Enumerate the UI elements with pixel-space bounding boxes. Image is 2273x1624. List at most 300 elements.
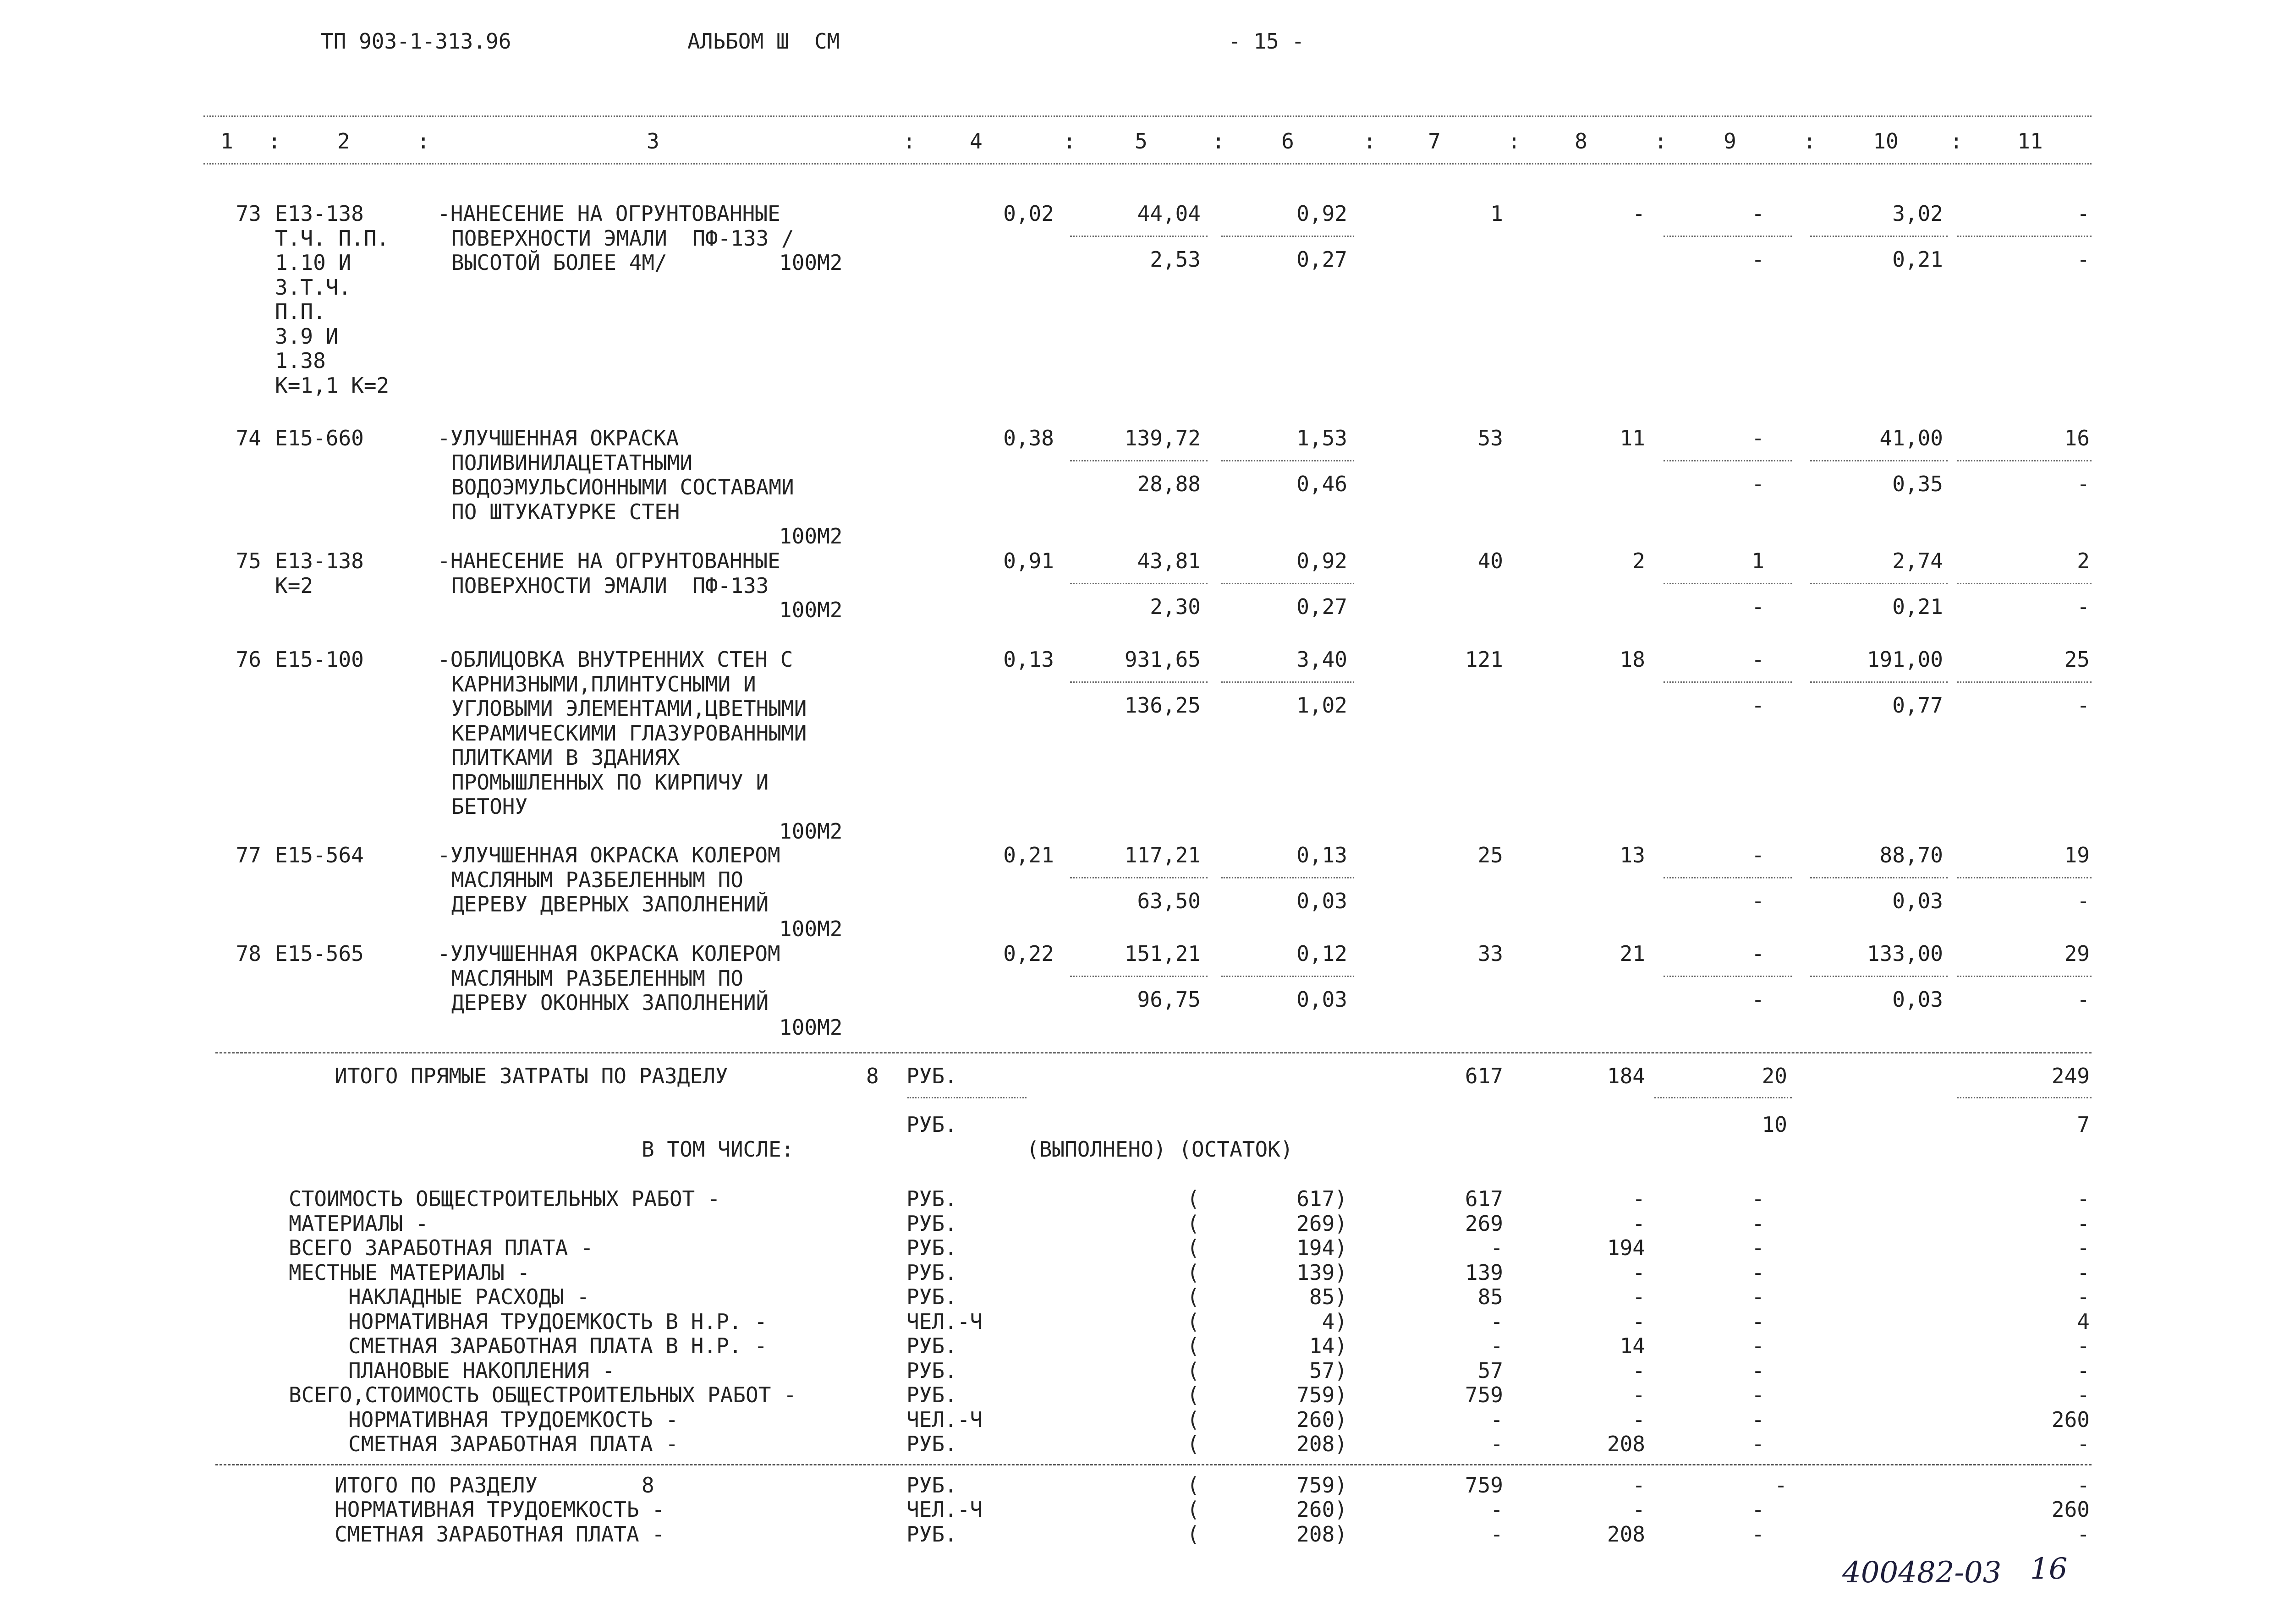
column-header-3: 3 [647,129,659,154]
row-c5-rule [1070,877,1208,878]
column-separator: : [1803,129,1816,154]
row-c11: 25 [2064,647,2090,672]
row-code-line: 1.10 И [275,250,351,275]
breakdown-c7: - [1490,1407,1503,1432]
column-header-2: 2 [337,129,350,154]
row-c10: 88,70 [1879,843,1943,867]
breakdown-c11: - [2077,1333,2090,1358]
handwritten-sheet: 16 [2030,1552,2068,1586]
breakdown-c7: - [1490,1432,1503,1456]
breakdown-c7: 139 [1465,1260,1503,1285]
row-c8: 21 [1620,941,1645,966]
row-c11-rule [1957,583,2092,584]
row-description-line: ДЕРЕВУ ОКОННЫХ ЗАПОЛНЕНИЙ [451,990,769,1015]
row-number: 73 [236,201,261,226]
breakdown-unit: ЧЕЛ.-Ч [906,1309,983,1334]
row-code-line: З.Т.Ч. [275,274,351,300]
row-c8: 18 [1620,647,1645,672]
row-code-line: 1.38 [275,348,326,373]
totals-c11b: 7 [2077,1112,2090,1137]
row-c11-rule [1957,460,2092,461]
album-label: АЛЬБОМ Ш СМ [687,29,840,54]
row-c11b: - [2077,247,2090,272]
breakdown-value: 194) [1296,1235,1347,1260]
breakdown-unit: РУБ. [906,1333,957,1358]
breakdown-c8: - [1632,1284,1645,1309]
section-total-paren: ( [1187,1473,1200,1498]
row-c7: 1 [1490,201,1503,226]
row-c6-rule [1221,681,1354,683]
totals-c11-rule [1957,1097,2092,1098]
column-header-5: 5 [1135,129,1147,154]
row-c8: - [1632,201,1645,226]
breakdown-unit: РУБ. [906,1260,957,1285]
row-c6b: 0,46 [1296,472,1347,496]
row-c9b: - [1751,594,1764,619]
breakdown-c9: - [1751,1284,1764,1309]
final-paren: ( [1187,1521,1200,1547]
section-total-c8: - [1632,1473,1645,1498]
breakdown-unit: РУБ. [906,1235,957,1260]
row-c11b: - [2077,889,2090,913]
row-c9-rule [1664,460,1792,461]
breakdown-c7: 57 [1477,1358,1503,1383]
breakdown-c8: - [1632,1211,1645,1236]
breakdown-c11: - [2077,1211,2090,1236]
done-label: (ВЫПОЛНЕНО) (ОСТАТОК) [1027,1137,1293,1162]
breakdown-value: 14) [1309,1333,1347,1358]
row-c5-rule [1070,976,1208,977]
row-c7: 40 [1477,549,1503,573]
row-c6: 1,53 [1296,426,1347,450]
breakdown-paren: ( [1187,1333,1200,1358]
breakdown-c7: 85 [1477,1284,1503,1309]
section-total-c9: - [1774,1473,1787,1498]
breakdown-c9: - [1751,1186,1764,1211]
row-c5: 931,65 [1124,647,1201,672]
breakdown-c7: 269 [1465,1211,1503,1236]
breakdown-c9: - [1751,1211,1764,1236]
row-c9-rule [1664,877,1792,878]
breakdown-c11: 260 [2051,1407,2090,1432]
breakdown-c7: - [1490,1309,1503,1334]
row-c6: 3,40 [1296,647,1347,672]
row-code-line: Е13-138 [275,201,364,226]
row-c6b: 0,27 [1296,247,1347,272]
row-c9b: - [1751,889,1764,913]
row-c9-rule [1664,681,1792,683]
column-separator: : [1508,129,1521,154]
breakdown-c11: - [2077,1358,2090,1383]
breakdown-value: 139) [1296,1260,1347,1285]
section-total-num: 8 [642,1473,654,1498]
final-c9: - [1751,1497,1764,1522]
row-code-line: Е13-138 [275,549,364,573]
breakdown-c8: 14 [1620,1333,1645,1358]
breakdown-label: ВСЕГО,СТОИМОСТЬ ОБЩЕСТРОИТЕЛЬНЫХ РАБОТ - [289,1383,796,1407]
row-c6b: 0,03 [1296,987,1347,1012]
row-description-line: ВОДОЭМУЛЬСИОННЫМИ СОСТАВАМИ [451,475,794,499]
breakdown-c8: - [1632,1383,1645,1407]
breakdown-c11: - [2077,1432,2090,1456]
breakdown-paren: ( [1187,1260,1200,1285]
totals-c9: 20 [1762,1064,1787,1088]
final-unit: ЧЕЛ.-Ч [906,1497,983,1522]
breakdown-unit: РУБ. [906,1432,957,1456]
breakdown-value: 617) [1296,1186,1347,1211]
row-c5-rule [1070,460,1208,461]
breakdown-paren: ( [1187,1186,1200,1211]
column-separator: : [903,129,916,154]
row-c9: - [1751,426,1764,450]
row-unit: 100М2 [779,524,843,549]
row-description-line: МАСЛЯНЫМ РАЗБЕЛЕННЫМ ПО [451,966,743,991]
row-c8: 11 [1620,426,1645,450]
incl-label: В ТОМ ЧИСЛЕ: [642,1137,794,1162]
row-description-line: КАРНИЗНЫМИ,ПЛИНТУСНЫМИ И [451,671,756,697]
column-header-4: 4 [970,129,983,154]
row-c9b: - [1751,693,1764,718]
breakdown-unit: РУБ. [906,1358,957,1383]
row-c4: 0,91 [1003,549,1054,573]
row-c11: 29 [2064,941,2090,966]
row-c6-rule [1221,877,1354,878]
row-c6: 0,13 [1296,843,1347,867]
final-c11: 260 [2051,1497,2090,1522]
row-c9: - [1751,843,1764,867]
breakdown-c9: - [1751,1358,1764,1383]
row-c6-rule [1221,976,1354,977]
breakdown-label: НАКЛАДНЫЕ РАСХОДЫ - [348,1284,590,1309]
breakdown-label: НОРМАТИВНАЯ ТРУДОЕМКОСТЬ - [348,1407,679,1432]
row-description-line: ПОВЕРХНОСТИ ЭМАЛИ ПФ-133 [451,573,769,598]
row-number: 75 [236,549,261,573]
doc-code: ТП 903-1-313.96 [321,29,511,54]
row-c6b: 0,03 [1296,889,1347,913]
row-code-line: Е15-100 [275,647,364,672]
row-c6-rule [1221,583,1354,584]
breakdown-unit: РУБ. [906,1383,957,1407]
row-code-line: Т.Ч. П.П. [275,225,390,251]
row-unit: 100М2 [779,1015,843,1040]
row-c11: - [2077,201,2090,226]
row-c9: 1 [1751,549,1764,573]
row-unit: 100М2 [779,916,843,941]
row-description-line: -УЛУЧШЕННАЯ ОКРАСКА [438,426,679,450]
row-description-line: УГЛОВЫМИ ЭЛЕМЕНТАМИ,ЦВЕТНЫМИ [451,696,807,721]
breakdown-c9: - [1751,1333,1764,1358]
breakdown-paren: ( [1187,1432,1200,1456]
row-c5b: 2,30 [1150,594,1201,619]
row-c10b: 0,03 [1892,889,1943,913]
row-description-line: ВЫСОТОЙ БОЛЕЕ 4М/ [451,250,667,275]
breakdown-paren: ( [1187,1407,1200,1432]
row-c11: 16 [2064,426,2090,450]
row-c11b: - [2077,693,2090,718]
breakdown-label: СТОИМОСТЬ ОБЩЕСТРОИТЕЛЬНЫХ РАБОТ - [289,1186,720,1211]
column-separator: : [417,129,430,154]
breakdown-c8: - [1632,1186,1645,1211]
row-c5b: 28,88 [1137,472,1201,496]
row-c9b: - [1751,472,1764,496]
row-c7: 33 [1477,941,1503,966]
row-c5-rule [1070,583,1208,584]
row-description-line: -НАНЕСЕНИЕ НА ОГРУНТОВАННЫЕ [438,201,780,226]
page-number: - 15 - [1228,29,1305,54]
row-c10b: 0,35 [1892,472,1943,496]
final-value: 260) [1296,1497,1347,1522]
breakdown-c9: - [1751,1407,1764,1432]
column-separator: : [1950,129,1963,154]
section-total-unit: РУБ. [906,1473,957,1498]
row-c6-rule [1221,460,1354,461]
handwritten-code: 400482-03 [1842,1556,2002,1590]
row-description-line: КЕРАМИЧЕСКИМИ ГЛАЗУРОВАННЫМИ [451,720,807,746]
breakdown-value: 260) [1296,1407,1347,1432]
row-c10-rule [1810,976,1948,977]
breakdown-c9: - [1751,1235,1764,1260]
section-total-c11: - [2077,1473,2090,1498]
row-c10b: 0,03 [1892,987,1943,1012]
row-c4: 0,38 [1003,426,1054,450]
row-c6: 0,12 [1296,941,1347,966]
row-c9: - [1751,647,1764,672]
row-c6b: 0,27 [1296,594,1347,619]
final-value: 208) [1296,1521,1347,1547]
row-description-line: ПОВЕРХНОСТИ ЭМАЛИ ПФ-133 / [451,225,794,251]
row-c8: 2 [1632,549,1645,573]
row-description-line: ДЕРЕВУ ДВЕРНЫХ ЗАПОЛНЕНИЙ [451,892,769,916]
row-code-line: Е15-660 [275,426,364,450]
row-c10-rule [1810,460,1948,461]
breakdown-c9: - [1751,1383,1764,1407]
section-total-label: ИТОГО ПО РАЗДЕЛУ [335,1473,538,1498]
row-number: 77 [236,843,261,867]
row-c5: 117,21 [1124,843,1201,867]
row-code-line: П.П. [275,299,326,324]
breakdown-c11: - [2077,1235,2090,1260]
row-c10b: 0,21 [1892,247,1943,272]
row-c9: - [1751,941,1764,966]
breakdown-paren: ( [1187,1235,1200,1260]
row-c10: 3,02 [1892,201,1943,226]
row-c9-rule [1664,583,1792,584]
breakdown-c11: 4 [2077,1309,2090,1334]
column-separator: : [1654,129,1667,154]
breakdown-value: 759) [1296,1383,1347,1407]
breakdown-label: СМЕТНАЯ ЗАРАБОТНАЯ ПЛАТА - [348,1432,679,1456]
row-c10-rule [1810,681,1948,683]
breakdown-label: НОРМАТИВНАЯ ТРУДОЕМКОСТЬ В Н.Р. - [348,1309,767,1334]
breakdown-unit: РУБ. [906,1284,957,1309]
row-c7: 53 [1477,426,1503,450]
breakdown-c11: - [2077,1186,2090,1211]
column-header-10: 10 [1873,129,1899,154]
breakdown-c11: - [2077,1284,2090,1309]
row-c5-rule [1070,236,1208,237]
row-code-line: Е15-565 [275,941,364,966]
column-header-9: 9 [1724,129,1736,154]
row-description-line: ПОЛИВИНИЛАЦЕТАТНЫМИ [451,450,693,475]
breakdown-c7: 759 [1465,1383,1503,1407]
row-c6b: 1,02 [1296,693,1347,718]
breakdown-paren: ( [1187,1358,1200,1383]
row-c9: - [1751,201,1764,226]
final-paren: ( [1187,1497,1200,1522]
row-c4: 0,21 [1003,843,1054,867]
column-header-7: 7 [1428,129,1441,154]
row-c5b: 2,53 [1150,247,1201,272]
column-separator: : [1212,129,1225,154]
breakdown-c9: - [1751,1432,1764,1456]
row-c4: 0,02 [1003,201,1054,226]
row-c5b: 96,75 [1137,987,1201,1012]
totals-unit: РУБ. [906,1064,957,1088]
totals-unit-rule [907,1097,1027,1098]
row-c11: 19 [2064,843,2090,867]
row-c11-rule [1957,976,2092,977]
column-separator: : [268,129,281,154]
row-number: 74 [236,426,261,450]
breakdown-value: 4) [1322,1309,1347,1334]
row-c11-rule [1957,681,2092,683]
breakdown-c8: - [1632,1407,1645,1432]
final-label: СМЕТНАЯ ЗАРАБОТНАЯ ПЛАТА - [335,1521,665,1547]
column-header-6: 6 [1281,129,1294,154]
breakdown-c9: - [1751,1260,1764,1285]
column-separator: : [1363,129,1376,154]
breakdown-c8: 208 [1607,1432,1645,1456]
breakdown-value: 85) [1309,1284,1347,1309]
breakdown-unit: РУБ. [906,1186,957,1211]
table-top-rule [203,115,2092,117]
row-c5-rule [1070,681,1208,683]
row-c11b: - [2077,472,2090,496]
column-header-11: 11 [2017,129,2043,154]
totals-c9b: 10 [1762,1112,1787,1137]
row-c5b: 136,25 [1124,693,1201,718]
breakdown-c8: - [1632,1260,1645,1285]
breakdown-c9: - [1751,1309,1764,1334]
row-description-line: -УЛУЧШЕННАЯ ОКРАСКА КОЛЕРОМ [438,843,780,867]
row-description-line: -ОБЛИЦОВКА ВНУТРЕННИХ СТЕН С [438,647,793,672]
row-code-line: Е15-564 [275,843,364,867]
row-c8: 13 [1620,843,1645,867]
breakdown-paren: ( [1187,1211,1200,1236]
final-c7: - [1490,1497,1503,1522]
row-description-line: -УЛУЧШЕННАЯ ОКРАСКА КОЛЕРОМ [438,941,780,966]
final-c8: - [1632,1497,1645,1522]
row-c5: 139,72 [1124,426,1201,450]
row-c10: 133,00 [1867,941,1943,966]
row-c11-rule [1957,877,2092,878]
row-description-line: -НАНЕСЕНИЕ НА ОГРУНТОВАННЫЕ [438,549,780,573]
row-c11b: - [2077,594,2090,619]
row-c11-rule [1957,236,2092,237]
breakdown-value: 57) [1309,1358,1347,1383]
section-total-c7: 759 [1465,1473,1503,1498]
column-separator: : [1063,129,1076,154]
row-c9-rule [1664,236,1792,237]
row-c10-rule [1810,877,1948,878]
totals-c7: 617 [1465,1064,1503,1088]
row-code-line: К=1,1 К=2 [275,373,390,398]
final-unit: РУБ. [906,1521,957,1547]
final-c8: 208 [1607,1521,1645,1547]
row-unit: 100М2 [779,598,843,622]
row-c9b: - [1751,987,1764,1012]
table-head-rule [203,163,2092,165]
breakdown-c8: - [1632,1358,1645,1383]
row-c4: 0,22 [1003,941,1054,966]
column-header-8: 8 [1575,129,1587,154]
column-header-1: 1 [220,129,233,154]
breakdown-c11: - [2077,1383,2090,1407]
row-c9b: - [1751,247,1764,272]
row-code-line: З.9 И [275,324,339,349]
breakdown-c7: - [1490,1235,1503,1260]
breakdown-label: ВСЕГО ЗАРАБОТНАЯ ПЛАТА - [289,1235,593,1260]
row-c11: 2 [2077,549,2090,573]
breakdown-c7: - [1490,1333,1503,1358]
breakdown-value: 208) [1296,1432,1347,1456]
row-unit: 100М2 [779,818,843,844]
breakdown-paren: ( [1187,1309,1200,1334]
breakdown-label: МЕСТНЫЕ МАТЕРИАЛЫ - [289,1260,530,1285]
row-c10: 2,74 [1892,549,1943,573]
totals-c8: 184 [1607,1064,1645,1088]
totals-title: ИТОГО ПРЯМЫЕ ЗАТРАТЫ ПО РАЗДЕЛУ [335,1064,728,1088]
breakdown-paren: ( [1187,1383,1200,1407]
row-c10-rule [1810,583,1948,584]
totals-section: 8 [866,1064,879,1088]
breakdown-c11: - [2077,1260,2090,1285]
row-description-line: ПЛИТКАМИ В ЗДАНИЯХ [451,745,680,770]
totals-c11: 249 [2051,1064,2090,1088]
row-c5: 44,04 [1137,201,1201,226]
breakdown-paren: ( [1187,1284,1200,1309]
breakdown-unit: РУБ. [906,1211,957,1236]
row-c5: 43,81 [1137,549,1201,573]
totals-rule [215,1052,2092,1053]
row-c5b: 63,50 [1137,889,1201,913]
section-total-rule [215,1464,2092,1465]
breakdown-c8: 194 [1607,1235,1645,1260]
totals-c9-rule [1654,1097,1792,1098]
final-c9: - [1751,1521,1764,1547]
row-c10-rule [1810,236,1948,237]
row-c10: 41,00 [1879,426,1943,450]
row-number: 76 [236,647,261,672]
breakdown-label: СМЕТНАЯ ЗАРАБОТНАЯ ПЛАТА В Н.Р. - [348,1333,767,1358]
row-number: 78 [236,941,261,966]
row-c5: 151,21 [1124,941,1201,966]
row-description-line: МАСЛЯНЫМ РАЗБЕЛЕННЫМ ПО [451,867,743,892]
row-c6: 0,92 [1296,201,1347,226]
row-code-line: К=2 [275,573,313,598]
final-c7: - [1490,1521,1503,1547]
row-description-line: ПО ШТУКАТУРКЕ СТЕН [451,499,680,524]
row-c7: 121 [1465,647,1503,672]
row-c9-rule [1664,976,1792,977]
row-description-line: БЕТОНУ [451,794,528,819]
breakdown-c8: - [1632,1309,1645,1334]
row-c10b: 0,21 [1892,594,1943,619]
row-c6-rule [1221,236,1354,237]
row-c10: 191,00 [1867,647,1943,672]
row-c11b: - [2077,987,2090,1012]
row-c4: 0,13 [1003,647,1054,672]
